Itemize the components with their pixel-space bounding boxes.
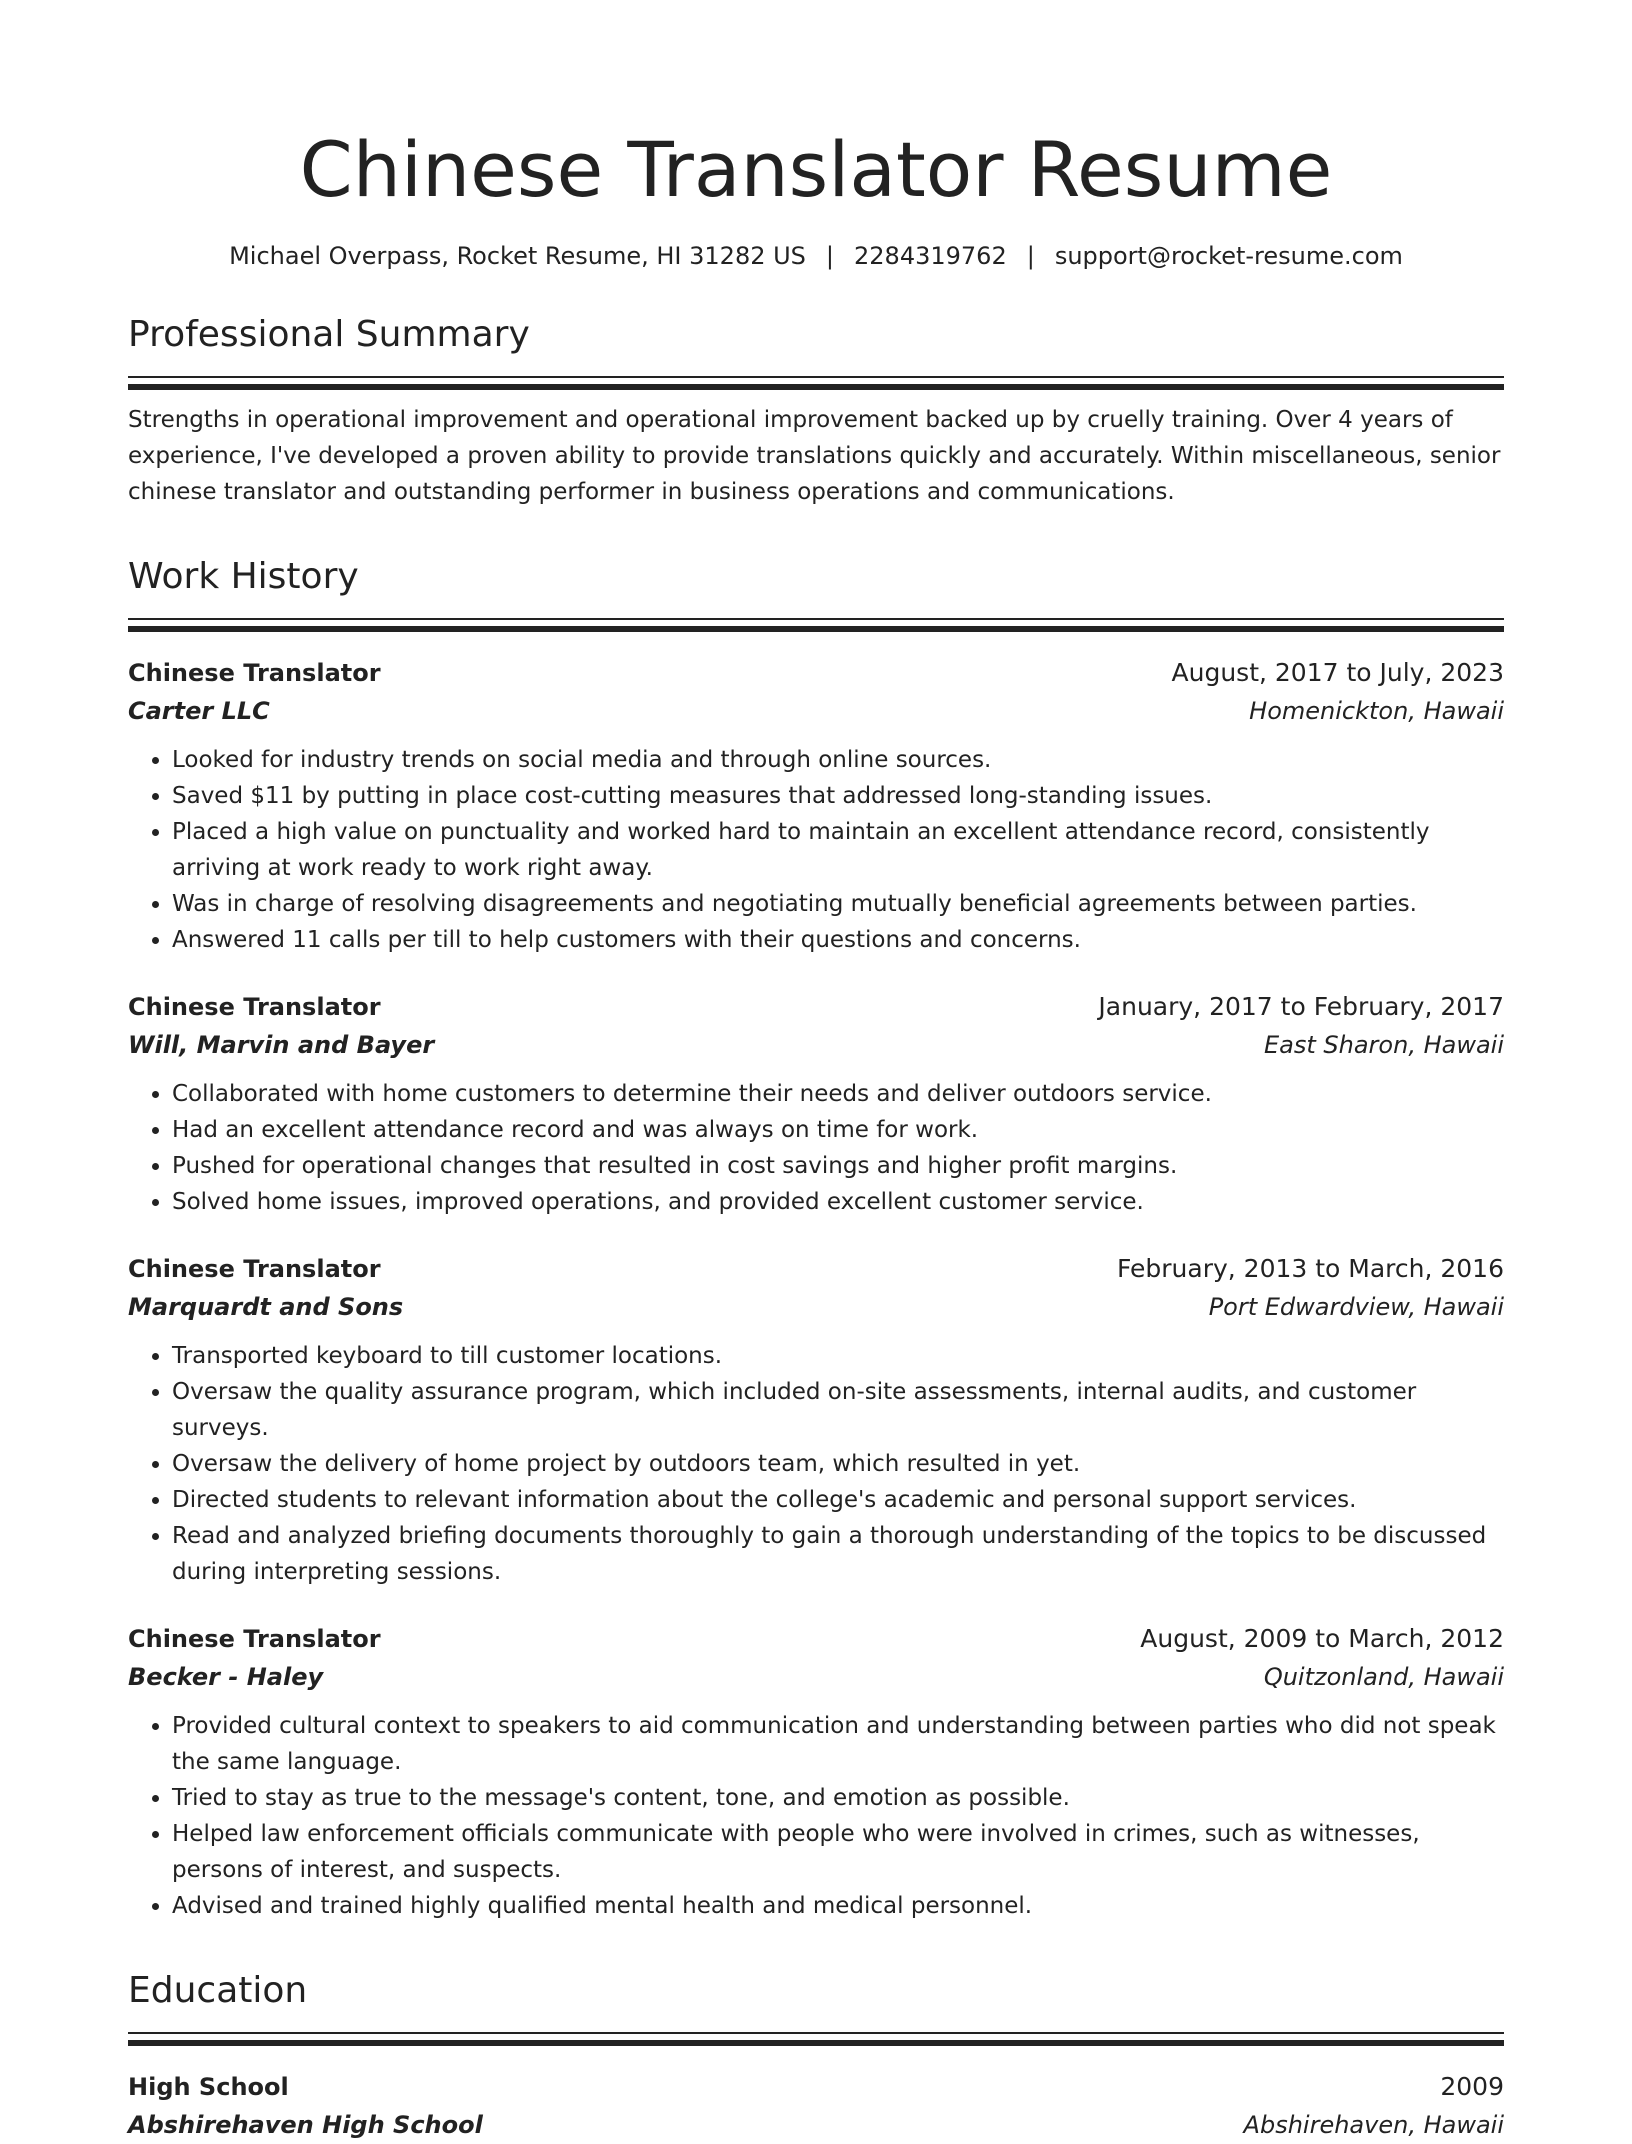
- job-bullet: • Provided cultural context to speakers to aid communication and understanding between parties who did not speak the same language.: [172, 1708, 1504, 1780]
- education-header-row: [128, 2068, 1504, 2106]
- section-divider-thick: [128, 2040, 1504, 2046]
- job-header-row: [128, 1250, 1504, 1288]
- job-location: East Sharon, Hawaii: [1263, 1031, 1504, 1059]
- job-title: Chinese Translator: [128, 659, 381, 687]
- job-employer: Marquardt and Sons: [128, 1293, 404, 1321]
- contact-address: Michael Overpass, Rocket Resume, HI 31282 US: [229, 242, 806, 270]
- job-employer-row: [128, 692, 1504, 730]
- job-bullet: • Pushed for operational changes that resulted in cost savings and higher profit margins.: [172, 1148, 1504, 1184]
- job-dates: January, 2017 to February, 2017: [1098, 992, 1504, 1021]
- job-bullet: • Was in charge of resolving disagreements and negotiating mutually beneficial agreements between parties.: [172, 886, 1504, 922]
- section-divider-thick: [128, 626, 1504, 632]
- job-bullet: • Oversaw the quality assurance program, which included on-site assessments, internal audits, and customer surveys.: [172, 1374, 1504, 1446]
- job-bullet: • Helped law enforcement officials communicate with people who were involved in crimes, such as witnesses, persons of interest, and suspects.: [172, 1816, 1504, 1888]
- job-bullet: • Collaborated with home customers to determine their needs and deliver outdoors service.: [172, 1076, 1504, 1112]
- section-heading-summary: Professional Summary: [128, 314, 530, 355]
- job-bullet: • Placed a high value on punctuality and worked hard to maintain an excellent attendance record, consistently arriving at work ready to work right away.: [172, 814, 1504, 886]
- job-bullet: • Looked for industry trends on social media and through online sources.: [172, 742, 1504, 778]
- job-header-row: [128, 654, 1504, 692]
- job-employer-row: [128, 1288, 1504, 1326]
- job-employer: Carter LLC: [128, 697, 270, 725]
- job-bullet: • Transported keyboard to till customer locations.: [172, 1338, 1504, 1374]
- job-title: Chinese Translator: [128, 1255, 381, 1283]
- job-bullet-list: [128, 1708, 1504, 1924]
- job-bullet: • Oversaw the delivery of home project by outdoors team, which resulted in yet.: [172, 1446, 1504, 1482]
- job-bullet: • Directed students to relevant information about the college's academic and personal support services.: [172, 1482, 1504, 1518]
- contact-line: [128, 240, 1504, 272]
- education-degree: High School: [128, 2073, 289, 2101]
- job-bullet: • Read and analyzed briefing documents thoroughly to gain a thorough understanding of the topics to be discussed during interpreting sessions.: [172, 1518, 1504, 1590]
- job-location: Homenickton, Hawaii: [1249, 697, 1504, 725]
- contact-email: support@rocket-resume.com: [1054, 242, 1403, 270]
- summary-text: Strengths in operational improvement and operational improvement backed up by cruelly training. Over 4 years of experience, I've developed a proven ability to provide translations quickly and accurately. Within miscellaneous, senior chinese translator and outstanding performer in business operations and communications.: [128, 407, 1501, 505]
- contact-separator: |: [1026, 242, 1035, 270]
- education-school-row: [128, 2106, 1504, 2144]
- section-divider-thick: [128, 384, 1504, 390]
- section-divider: [128, 2032, 1504, 2034]
- section-divider: [128, 376, 1504, 378]
- job-entry: [128, 1250, 1504, 1590]
- job-dates: February, 2013 to March, 2016: [1116, 1254, 1504, 1283]
- job-employer: Becker - Haley: [128, 1663, 324, 1691]
- job-bullet-list: [128, 1338, 1504, 1590]
- job-header-row: [128, 988, 1504, 1026]
- job-dates: August, 2017 to July, 2023: [1171, 658, 1504, 687]
- job-entry: [128, 1620, 1504, 1924]
- job-employer-row: [128, 1658, 1504, 1696]
- education-school: Abshirehaven High School: [128, 2111, 483, 2139]
- job-bullet: • Had an excellent attendance record and was always on time for work.: [172, 1112, 1504, 1148]
- job-bullet-list: [128, 742, 1504, 958]
- section-divider: [128, 618, 1504, 620]
- job-location: Port Edwardview, Hawaii: [1208, 1293, 1504, 1321]
- job-location: Quitzonland, Hawaii: [1263, 1663, 1504, 1691]
- job-dates: August, 2009 to March, 2012: [1140, 1624, 1504, 1653]
- section-heading-work-history: Work History: [128, 556, 359, 597]
- job-entry: [128, 988, 1504, 1220]
- job-header-row: [128, 1620, 1504, 1658]
- resume-title: Chinese Translator Resume: [299, 125, 1333, 214]
- job-employer-row: [128, 1026, 1504, 1064]
- job-bullet: • Advised and trained highly qualified mental health and medical personnel.: [172, 1888, 1504, 1924]
- education-entry: [128, 2068, 1504, 2144]
- job-bullet-list: [128, 1076, 1504, 1220]
- job-entry: [128, 654, 1504, 958]
- education-location: Abshirehaven, Hawaii: [1243, 2111, 1504, 2139]
- job-employer: Will, Marvin and Bayer: [128, 1031, 435, 1059]
- job-bullet: • Answered 11 calls per till to help customers with their questions and concerns.: [172, 922, 1504, 958]
- contact-phone: 2284319762: [854, 242, 1007, 270]
- job-bullet: • Saved $11 by putting in place cost-cutting measures that addressed long-standing issues.: [172, 778, 1504, 814]
- contact-separator: |: [825, 242, 835, 270]
- job-bullet: • Tried to stay as true to the message's content, tone, and emotion as possible.: [172, 1780, 1504, 1816]
- education-year: 2009: [1440, 2072, 1504, 2101]
- job-title: Chinese Translator: [128, 1625, 381, 1653]
- section-heading-education: Education: [128, 1970, 308, 2011]
- job-title: Chinese Translator: [128, 993, 381, 1021]
- job-bullet: • Solved home issues, improved operations, and provided excellent customer service.: [172, 1184, 1504, 1220]
